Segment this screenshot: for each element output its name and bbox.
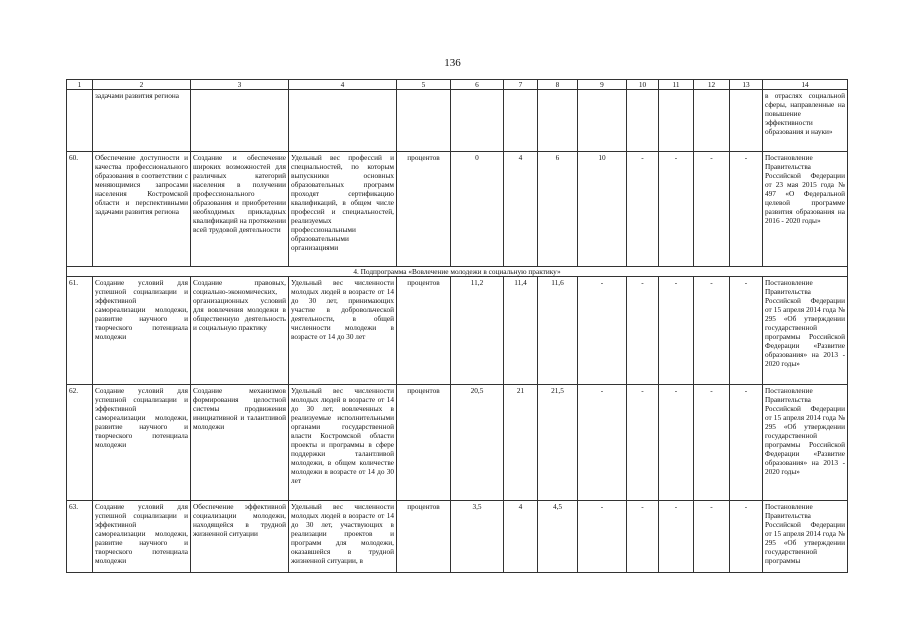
value-cell: 4 — [504, 501, 538, 573]
header-cell: 13 — [730, 80, 763, 90]
measure-cell: Создание правовых, социально-экономических, организационных условий для вовлечения молодежи в общественную деятельность и социальную практику — [191, 277, 289, 385]
value-cell: - — [578, 501, 627, 573]
value-cell: 11,6 — [538, 277, 578, 385]
header-cell: 7 — [504, 80, 538, 90]
row-number: 63. — [67, 501, 93, 573]
value-cell: - — [730, 501, 763, 573]
table-row — [67, 385, 848, 501]
value-cell: - — [578, 385, 627, 501]
page-number: 136 — [444, 57, 461, 69]
section-title: 4. Подпрограмма «Вовлечение молодежи в социальную практику» — [67, 267, 848, 277]
header-cell: 11 — [659, 80, 694, 90]
task-cell: Создание условий для успешной социализации и эффективной самореализации молодежи, развитие научного и творческого потенциала молодежи — [93, 385, 191, 501]
table-row — [67, 501, 848, 573]
value-cell: 4,5 — [538, 501, 578, 573]
value-cell: 10 — [578, 152, 627, 267]
row-number: 60. — [67, 152, 93, 267]
value-cell: 3,5 — [451, 501, 504, 573]
value-cell: - — [730, 152, 763, 267]
row-number: 61. — [67, 277, 93, 385]
value-cell: - — [730, 277, 763, 385]
header-cell: 6 — [451, 80, 504, 90]
value-cell: 0 — [451, 152, 504, 267]
value-cell: - — [627, 501, 659, 573]
task-cell: Создание условий для успешной социализации и эффективной самореализации молодежи, развитие научного и творческого потенциала молодежи — [93, 277, 191, 385]
value-cell: - — [659, 277, 694, 385]
value-cell: 21,5 — [538, 385, 578, 501]
header-cell: 4 — [289, 80, 397, 90]
value-cell: - — [627, 152, 659, 267]
measure-cell: Создание и обеспечение широких возможностей для различных категорий населения в получении профессионального образования и приобретении необходимых прикладных квалификаций на протяжении всей трудовой деятельности — [191, 152, 289, 267]
unit-cell: процентов — [397, 501, 451, 573]
value-cell: 11,4 — [504, 277, 538, 385]
table-row — [67, 277, 848, 385]
indicators-table — [66, 79, 848, 573]
value-cell: - — [659, 152, 694, 267]
value-cell: 21 — [504, 385, 538, 501]
task-cell: Обеспечение доступности и качества профессионального образования в соответствии с меняющимися запросами населения Костромской области и перспективными задачами развития региона — [93, 152, 191, 267]
document-cell: Постановление Правительства Российской Федерации от 15 апреля 2014 года № 295 «Об утверждении государственной программы Российской Федерации «Развитие образования» на 2013 - 2020 годы» — [763, 277, 848, 385]
value-cell: 4 — [504, 152, 538, 267]
value-cell: 20,5 — [451, 385, 504, 501]
section-row — [67, 267, 848, 277]
indicator-cell: Удельный вес численности молодых людей в возрасте от 14 до 30 лет, участвующих в реализации проектов и программ для молодежи, оказавшейся в трудной жизненной ситуации, в — [289, 501, 397, 573]
header-cell: 1 — [67, 80, 93, 90]
value-cell: 6 — [538, 152, 578, 267]
value-cell: - — [694, 152, 730, 267]
indicator-cell: Удельный вес численности молодых людей в возрасте от 14 до 30 лет, вовлеченных в реализуемые исполнительными органами государственной власти Костромской области проекты и программы в сфере поддержки талантливой молодежи, в общем количестве молодежи в возрасте от 14 до 30 лет — [289, 385, 397, 501]
measure-cell: Обеспечение эффективной социализации молодежи, находящейся в трудной жизненной ситуации — [191, 501, 289, 573]
task-cell: задачами развития региона — [93, 90, 191, 152]
row-number: 62. — [67, 385, 93, 501]
document-cell: в отраслях социальной сферы, направленные на повышение эффективности образования и науки» — [763, 90, 848, 152]
header-cell: 10 — [627, 80, 659, 90]
header-cell: 2 — [93, 80, 191, 90]
indicator-cell: Удельный вес профессий и специальностей, по которым выпускники основных образовательных программ проходят сертификацию квалификаций, в общем числе профессий и специальностей, реализуемых профессиональными образовательными организациями — [289, 152, 397, 267]
value-cell: - — [578, 277, 627, 385]
header-cell: 12 — [694, 80, 730, 90]
value-cell: 11,2 — [451, 277, 504, 385]
header-cell: 14 — [763, 80, 848, 90]
header-cell: 3 — [191, 80, 289, 90]
value-cell: - — [694, 501, 730, 573]
value-cell: - — [659, 385, 694, 501]
indicator-cell: Удельный вес численности молодых людей в возрасте от 14 до 30 лет, принимающих участие в добровольческой деятельности, в общей численности молодежи в возрасте от 14 до 30 лет — [289, 277, 397, 385]
value-cell: - — [659, 501, 694, 573]
task-cell: Создание условий для успешной социализации и эффективной самореализации молодежи, развитие научного и творческого потенциала молодежи — [93, 501, 191, 573]
unit-cell: процентов — [397, 152, 451, 267]
value-cell: - — [694, 385, 730, 501]
measure-cell: Создание механизмов формирования целостной системы продвижения инициативной и талантливой молодежи — [191, 385, 289, 501]
unit-cell: процентов — [397, 385, 451, 501]
unit-cell: процентов — [397, 277, 451, 385]
column-numbers-row — [67, 80, 848, 90]
document-cell: Постановление Правительства Российской Федерации от 15 апреля 2014 года № 295 «Об утверждении государственной программы Российской Федерации «Развитие образования» на 2013 - 2020 годы» — [763, 385, 848, 501]
header-cell: 5 — [397, 80, 451, 90]
document-cell: Постановление Правительства Российской Федерации от 23 мая 2015 года № 497 «О Федеральной целевой программе развития образования на 2016 - 2020 годы» — [763, 152, 848, 267]
value-cell: - — [730, 385, 763, 501]
header-cell: 9 — [578, 80, 627, 90]
document-cell: Постановление Правительства Российской Федерации от 15 апреля 2014 года № 295 «Об утверждении государственной программы — [763, 501, 848, 573]
table-row — [67, 90, 848, 152]
table-row — [67, 152, 848, 267]
value-cell: - — [627, 277, 659, 385]
header-cell: 8 — [538, 80, 578, 90]
value-cell: - — [694, 277, 730, 385]
value-cell: - — [627, 385, 659, 501]
